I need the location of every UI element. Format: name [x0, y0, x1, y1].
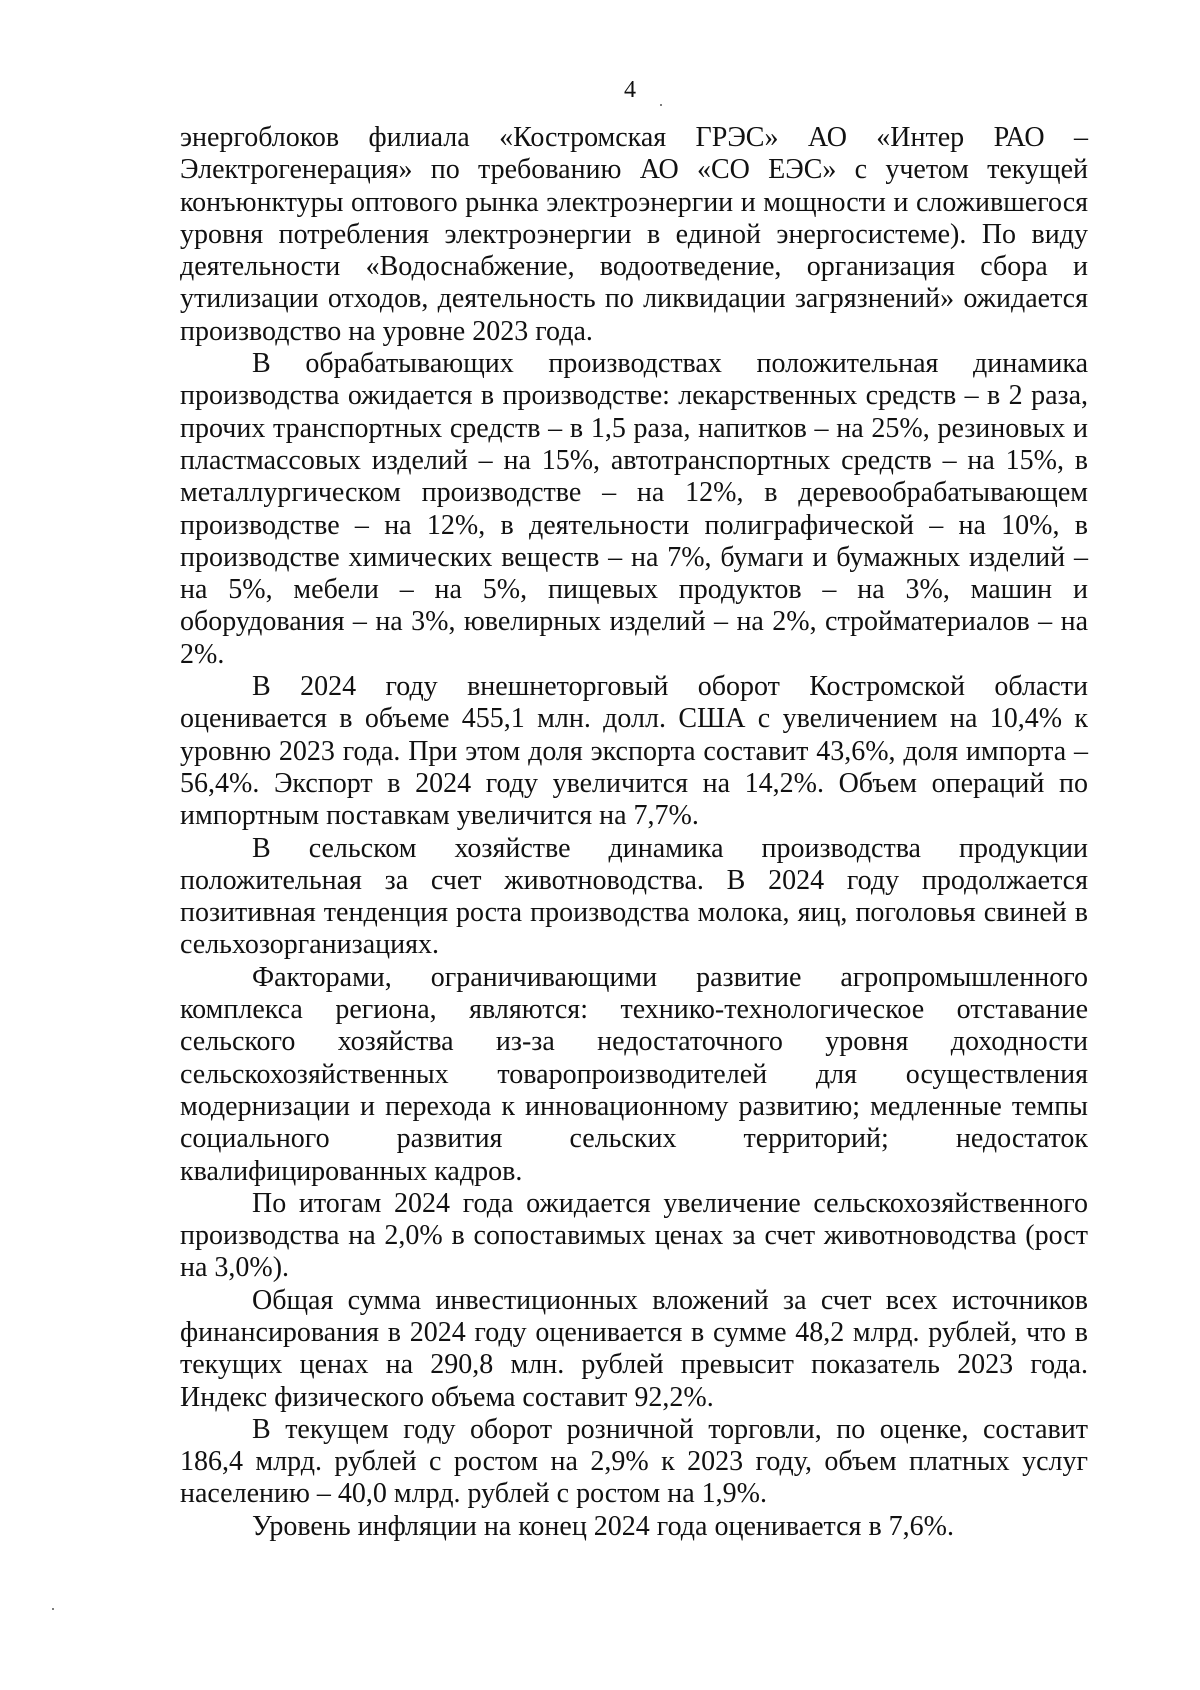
paragraph-manufacturing: В обрабатывающих производствах положительная динамика производства ожидается в производстве: лекарственных средств – в 2 раза, прочих транспортных средств – в 1,5 раза, напитков – на 25%, резиновых и пластмассовых изделий – на 15%, автотранспортных средств – на 15%, в металлургическом производстве – на 12%, в деревообрабатывающем производстве – на 12%, в деятельности полиграфической – на 10%, в производстве химических веществ – на 7%, бумаги и бумажных изделий – на 5%, мебели – на 5%, пищевых продуктов – на 3%, машин и оборудования – на 3%, ювелирных изделий – на 2%, стройматериалов – на 2%.: [180, 348, 1088, 670]
paragraph-agro-results: По итогам 2024 года ожидается увеличение сельскохозяйственного производства на 2,0% в сопоставимых ценах за счет животноводства (рост на 3,0%).: [180, 1187, 1088, 1284]
paragraph-retail: В текущем году оборот розничной торговли, по оценке, составит 186,4 млрд. рублей с ростом на 2,9% к 2023 году, объем платных услуг населению – 40,0 млрд. рублей с ростом на 1,9%.: [180, 1413, 1088, 1510]
page-number: 4: [624, 77, 636, 103]
scan-speck: [52, 1608, 54, 1610]
paragraph-investments: Общая сумма инвестиционных вложений за счет всех источников финансирования в 2024 году оценивается в сумме 48,2 млрд. рублей, что в текущих ценах на 290,8 млн. рублей превысит показатель 2023 года. Индекс физического объема составит 92,2%.: [180, 1284, 1088, 1413]
paragraph-foreign-trade: В 2024 году внешнеторговый оборот Костромской области оценивается в объеме 455,1 млн. долл. США с увеличением на 10,4% к уровню 2023 года. При этом доля экспорта составит 43,6%, доля импорта – 56,4%. Экспорт в 2024 году увеличится на 14,2%. Объем операций по импортным поставкам увеличится на 7,7%.: [180, 671, 1088, 832]
paragraph-inflation: Уровень инфляции на конец 2024 года оценивается в 7,6%.: [252, 1510, 954, 1542]
scan-speck: [660, 104, 662, 106]
paragraph-agriculture: В сельском хозяйстве динамика производства продукции положительная за счет животноводства. В 2024 году продолжается позитивная тенденция роста производства молока, яиц, поголовья свиней в сельхозорганизациях.: [180, 832, 1088, 961]
paragraph-agro-factors: Факторами, ограничивающими развитие агропромышленного комплекса региона, являются: технико-технологическое отставание сельского хозяйства из-за недостаточного уровня доходности сельскохозяйственных товаропроизводителей для осуществления модернизации и перехода к инновационному развитию; медленные темпы социального развития сельских территорий; недостаток квалифицированных кадров.: [180, 961, 1088, 1187]
paragraph-continuation: энергоблоков филиала «Костромская ГРЭС» АО «Интер РАО – Электрогенерация» по требованию АО «СО ЕЭС» с учетом текущей конъюнктуры оптового рынка электроэнергии и мощности и сложившегося уровня потребления электроэнергии в единой энергосистеме). По виду деятельности «Водоснабжение, водоотведение, организация сбора и утилизации отходов, деятельность по ликвидации загрязнений» ожидается производство на уровне 2023 года.: [180, 122, 1088, 347]
body-text: [180, 122, 1088, 1543]
